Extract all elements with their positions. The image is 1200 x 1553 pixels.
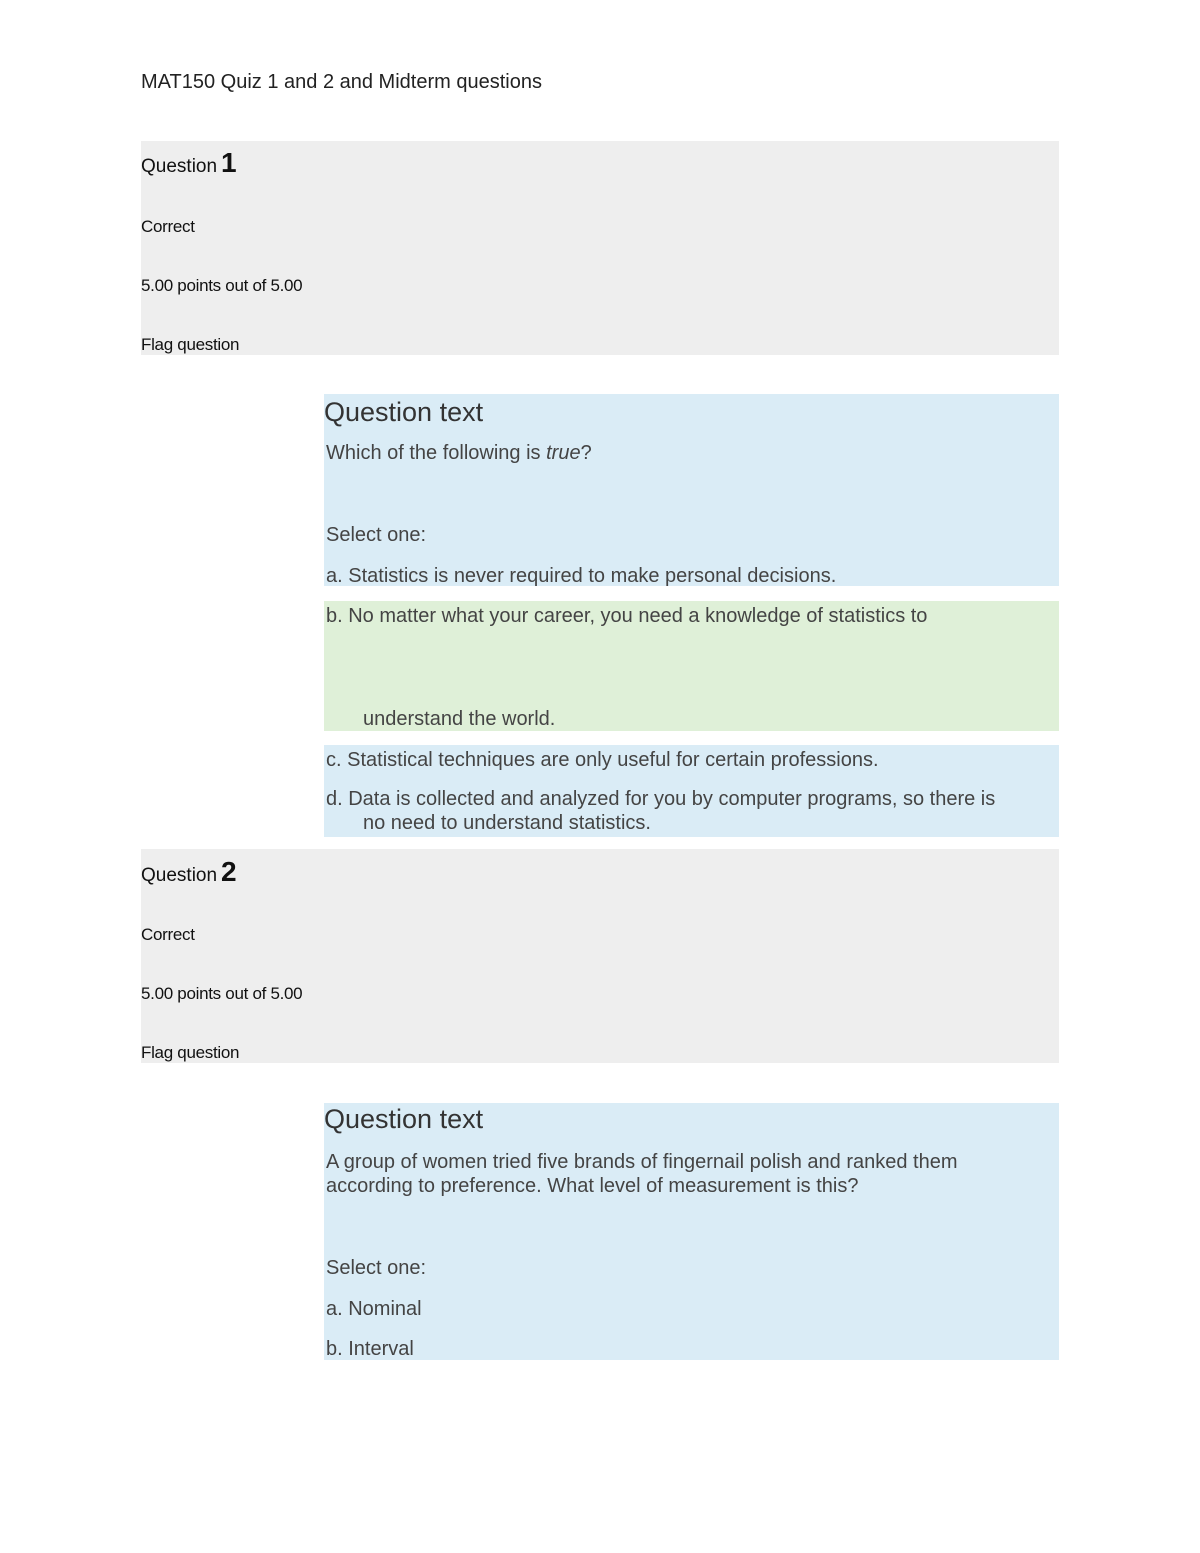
option-b-continuation: understand the world. (363, 708, 556, 730)
question-2-prompt: Select one: (326, 1257, 427, 1279)
question-number: 2 (221, 856, 237, 887)
question-2-grade: 5.00 points out of 5.00 (141, 984, 303, 1003)
question-1-grade: 5.00 points out of 5.00 (141, 276, 303, 295)
question-2-heading: Question text (324, 1104, 484, 1134)
emphasis-true: true (546, 442, 581, 464)
question-2-option-b[interactable]: b. Interval (326, 1338, 414, 1360)
question-1-option-d[interactable] (326, 787, 995, 835)
question-2-text: A group of women tried five brands of fingernail polish and ranked them according to preference. What level of measurement is this? (326, 1151, 958, 1197)
option-b-text: b. No matter what your career, you need a knowledge of statistics to (326, 605, 928, 627)
question-2-option-a[interactable]: a. Nominal (326, 1298, 422, 1320)
question-label-text: Question (141, 865, 218, 886)
document-title: MAT150 Quiz 1 and 2 and Midterm questions (141, 71, 542, 93)
question-1-heading: Question text (324, 397, 484, 427)
question-2-state: Correct (141, 925, 195, 944)
question-1-info (141, 141, 1059, 355)
option-d-continuation: no need to understand statistics. (363, 812, 651, 834)
question-number: 1 (221, 147, 237, 178)
question-1-label (141, 149, 237, 177)
question-1-option-a[interactable]: a. Statistics is never required to make personal decisions. (326, 565, 837, 587)
question-1-options-cd (324, 745, 1059, 837)
question-1-option-b[interactable] (324, 601, 1059, 731)
question-2-info (141, 849, 1059, 1063)
question-1-flag-link[interactable]: Flag question (141, 335, 240, 354)
question-1-state: Correct (141, 217, 195, 236)
option-d-text: d. Data is collected and analyzed for you by computer programs, so there is (326, 788, 996, 810)
question-2-label (141, 858, 237, 886)
question-1-text-block (324, 394, 1059, 586)
question-1-prompt: Select one: (326, 524, 427, 546)
question-1-text: Which of the following is true? (326, 442, 592, 464)
question-1-option-c[interactable]: c. Statistical techniques are only useful for certain professions. (326, 749, 879, 771)
question-2-text-block (324, 1103, 1059, 1360)
question-label-text: Question (141, 156, 218, 177)
question-2-flag-link[interactable]: Flag question (141, 1043, 240, 1062)
